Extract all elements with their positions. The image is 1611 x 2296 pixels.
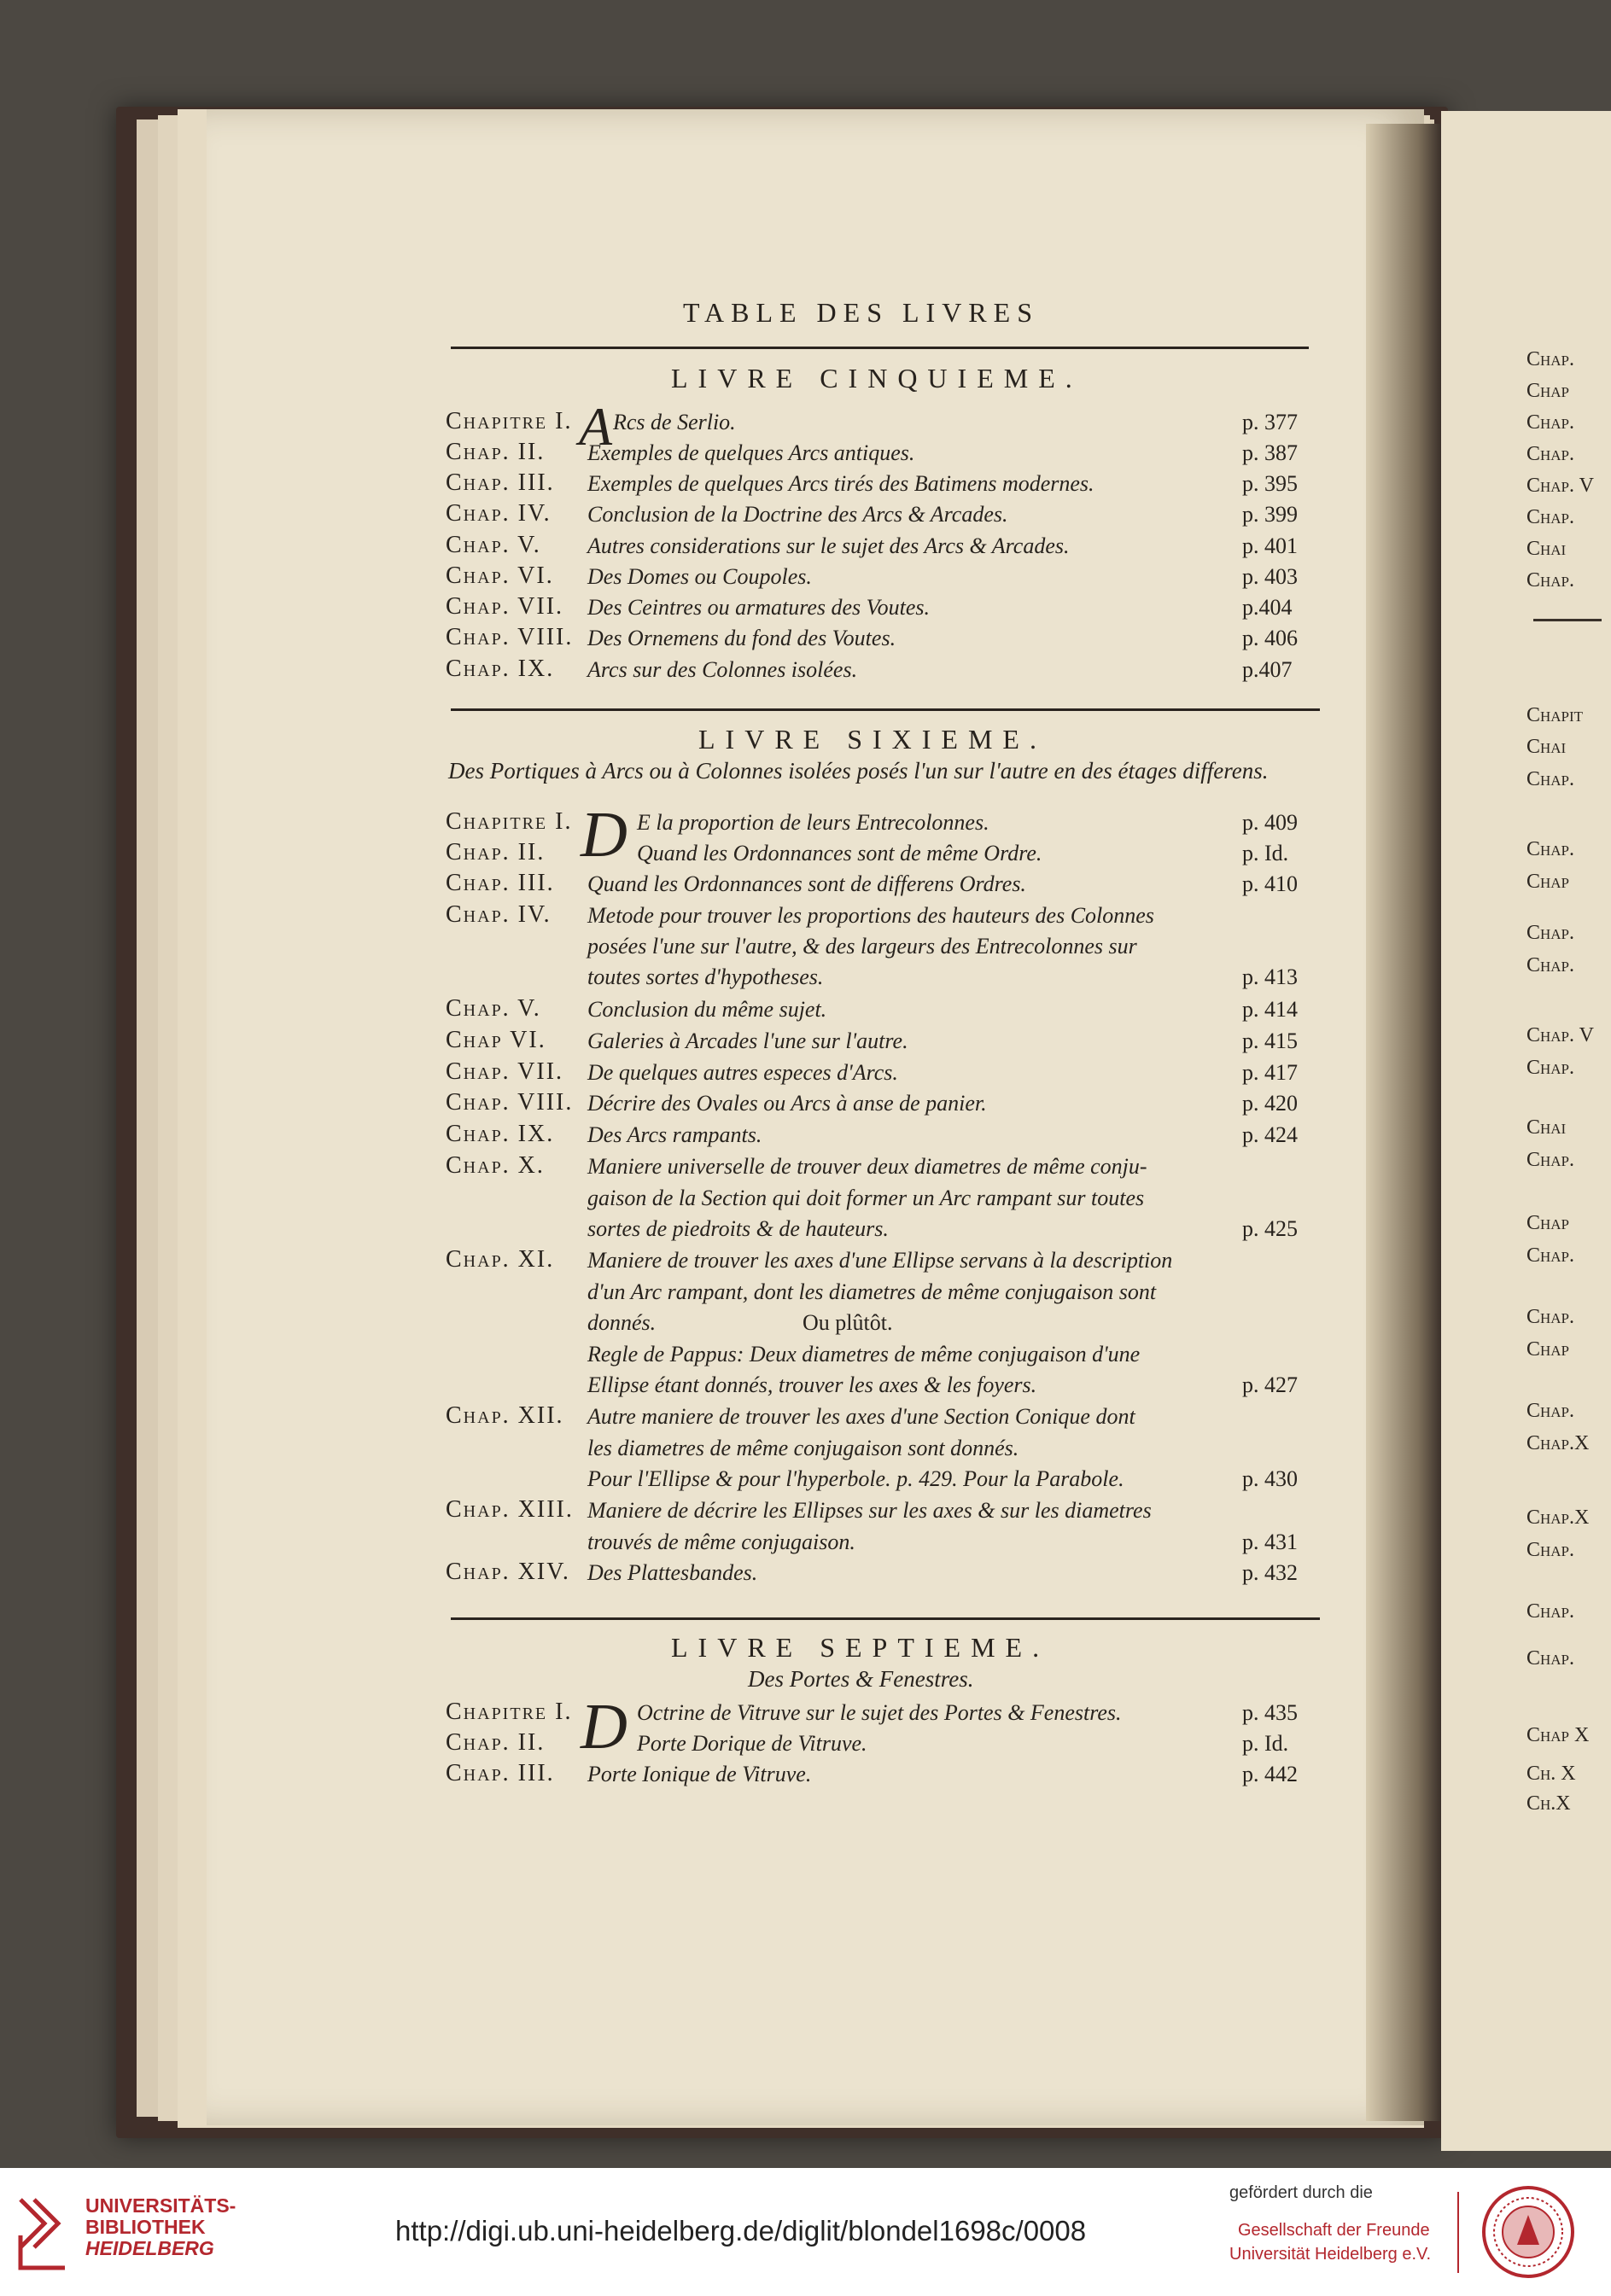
page-number: p. 424	[1242, 1122, 1298, 1147]
facing-page-label: Chap.	[1526, 1400, 1575, 1422]
facing-page-label: Ch.X	[1526, 1792, 1571, 1815]
chapter-title: donnés.	[587, 1310, 657, 1335]
facing-page-label: Ch. X	[1526, 1763, 1576, 1785]
section-rule	[451, 708, 1320, 711]
chapter-title: toutes sortes d'hypotheses.	[587, 964, 824, 989]
facing-page-label: Chap.X	[1526, 1506, 1590, 1529]
permalink-url[interactable]: http://digi.ub.uni-heidelberg.de/diglit/blondel1698c/0008	[395, 2215, 1087, 2246]
chapter-title: Conclusion du même sujet.	[587, 997, 827, 1022]
title-rule	[451, 347, 1309, 349]
facing-page-label: Chap X	[1526, 1724, 1590, 1746]
chapter-title: Pour l'Ellipse & pour l'hyperbole. p. 429. Pour la Parabole.	[587, 1466, 1124, 1491]
book6-heading: LIVRE SIXIEME.	[698, 724, 1047, 755]
library-name-line1: UNIVERSITÄTS-	[85, 2194, 236, 2217]
chapter-title: Des Plattesbandes.	[587, 1560, 758, 1585]
chapter-title: Metode pour trouver les proportions des hauteurs des Colonnes	[587, 903, 1154, 928]
facing-page-label: Chap.	[1526, 838, 1575, 860]
chapter-title: Quand les Ordonnances sont de même Ordre.	[637, 841, 1042, 865]
chapter-title: Arcs sur des Colonnes isolées.	[587, 657, 858, 682]
chapter-title: Des Arcs rampants.	[587, 1122, 762, 1147]
chapter-title: d'un Arc rampant, dont les diametres de même conjugaison sont	[587, 1279, 1157, 1304]
facing-page-label: Chapit	[1526, 704, 1584, 726]
page-number: p. 425	[1242, 1216, 1298, 1241]
chapter-title: Ellipse étant donnés, trouver les axes & les foyers.	[587, 1372, 1037, 1397]
section-rule	[451, 1617, 1320, 1620]
chapter-title: Maniere universelle de trouver deux diametres de même conju-	[587, 1154, 1147, 1179]
page-number: p. 401	[1242, 533, 1298, 558]
sponsor-name-line1: Gesellschaft der Freunde	[1238, 2221, 1430, 2240]
page-number: p. 395	[1242, 471, 1298, 496]
facing-page-label: Chap	[1526, 380, 1570, 402]
page-number: p. 387	[1242, 440, 1298, 465]
facing-page-label: Chai	[1526, 1116, 1567, 1139]
facing-page-label: Chap.X	[1526, 1432, 1590, 1454]
chapter-title: Rcs de Serlio.	[613, 410, 736, 434]
page-number: p. 430	[1242, 1466, 1298, 1491]
page-number: p. 431	[1242, 1530, 1298, 1554]
chapter-label: Chap. XII.	[446, 1402, 564, 1429]
page-number: p. 413	[1242, 964, 1298, 989]
chapter-label: Chap. XIV.	[446, 1559, 570, 1585]
page-number: p. 399	[1242, 502, 1298, 527]
chapter-label: Chap. II.	[446, 439, 546, 465]
sponsor-name-line2: Universität Heidelberg e.V.	[1229, 2245, 1432, 2264]
page-number: p. 417	[1242, 1060, 1298, 1085]
facing-page-label: Chap	[1526, 871, 1570, 893]
chapter-title: E la proportion de leurs Entrecolonnes.	[637, 810, 989, 835]
facing-page-label: Chap.	[1526, 1057, 1575, 1079]
facing-page-label: Chap.	[1526, 922, 1575, 944]
chapter-label: Chap. XIII.	[446, 1496, 574, 1523]
drop-capital: A	[579, 396, 613, 457]
page-number: p. 420	[1242, 1091, 1298, 1116]
footer-bar	[0, 2168, 1611, 2296]
chapter-label: Chap. II.	[446, 1729, 546, 1756]
facing-page-label: Chap.	[1526, 411, 1575, 434]
chapter-label: Chap. V.	[446, 995, 541, 1022]
page-number: p. 435	[1242, 1700, 1298, 1725]
chapter-title: Porte Ionique de Vitruve.	[587, 1762, 812, 1786]
drop-capital: D	[581, 799, 627, 871]
library-name-line2: BIBLIOTHEK	[85, 2216, 206, 2238]
chapter-title: Des Domes ou Coupoles.	[587, 564, 812, 589]
chapter-title: Quand les Ordonnances sont de differens Ordres.	[587, 871, 1026, 896]
chapter-title: Regle de Pappus: Deux diametres de même conjugaison d'une	[587, 1342, 1141, 1367]
page-number: p. 403	[1242, 564, 1298, 589]
chapter-label: Chap VI.	[446, 1027, 546, 1053]
chapter-title: Exemples de quelques Arcs antiques.	[587, 440, 915, 465]
page-number: p.407	[1242, 657, 1293, 682]
chapter-label: Chap. V.	[446, 532, 541, 558]
page-number: p. 409	[1242, 810, 1298, 835]
facing-page-label: Chap.	[1526, 1244, 1575, 1267]
chapter-label: Chap. III.	[446, 1760, 555, 1786]
page-title: TABLE DES LIVRES	[683, 297, 1039, 328]
chapter-label: Chap. VI.	[446, 562, 554, 589]
page-number: p. 427	[1242, 1372, 1298, 1397]
facing-page-label: Chai	[1526, 736, 1567, 758]
facing-page-label: Chap	[1526, 1338, 1570, 1361]
chapter-label: Chap. VII.	[446, 593, 564, 620]
chapter-label: Chap. VIII.	[446, 624, 574, 650]
sponsor-label: gefördert durch die	[1229, 2183, 1373, 2202]
chapter-title: Décrire des Ovales ou Arcs à anse de panier.	[587, 1091, 987, 1116]
chapter-label: Chap. IX.	[446, 1121, 555, 1147]
chapter-title: De quelques autres especes d'Arcs.	[587, 1060, 898, 1085]
chapter-title: trouvés de même conjugaison.	[587, 1530, 855, 1554]
facing-page-label: Chap. V	[1526, 1024, 1594, 1046]
chapter-title: Des Ceintres ou armatures des Voutes.	[587, 595, 931, 620]
chapter-label: Chap. VIII.	[446, 1089, 574, 1116]
chapter-label: Chapitre I.	[446, 1699, 573, 1725]
chapter-title: Octrine de Vitruve sur le sujet des Portes & Fenestres.	[637, 1700, 1122, 1725]
facing-page-label: Chap.	[1526, 506, 1575, 528]
page-number: p. 415	[1242, 1029, 1298, 1053]
chapter-title: les diametres de même conjugaison sont donnés.	[587, 1436, 1019, 1460]
library-name-line3: HEIDELBERG	[85, 2237, 214, 2259]
chapter-label: Chap. II.	[446, 839, 546, 865]
chapter-label: Chap. XI.	[446, 1246, 555, 1273]
chapter-title: Maniere de trouver les axes d'une Ellipse servans à la description	[587, 1248, 1173, 1273]
book5-heading: LIVRE CINQUIEME.	[671, 363, 1083, 393]
footer-divider	[1457, 2192, 1459, 2273]
book7-heading: LIVRE SEPTIEME.	[671, 1632, 1050, 1663]
facing-page-label: Chap. V	[1526, 475, 1594, 497]
chapter-label: Chapitre I.	[446, 408, 573, 434]
page-number: p.404	[1242, 595, 1293, 620]
chapter-label: Chapitre I.	[446, 808, 573, 835]
page-number: p. 406	[1242, 626, 1298, 650]
university-library-logo-icon	[15, 2191, 70, 2273]
facing-page-label: Chap.	[1526, 1306, 1575, 1328]
chapter-label: Chap. X.	[446, 1152, 545, 1179]
facing-page-label: Chap.	[1526, 569, 1575, 591]
chapter-label: Chap. III.	[446, 870, 555, 896]
chapter-title: Galeries à Arcades l'une sur l'autre.	[587, 1029, 908, 1053]
chapter-label: Chap. VII.	[446, 1058, 564, 1085]
chapter-title: Des Ornemens du fond des Voutes.	[587, 626, 896, 650]
alternate-note: Ou plûtôt.	[803, 1310, 893, 1335]
chapter-title: Maniere de décrire les Ellipses sur les axes & sur les diametres	[587, 1498, 1152, 1523]
facing-page-label: Chap.	[1526, 954, 1575, 976]
facing-page-label: Chap	[1526, 1212, 1570, 1234]
chapter-title: Porte Dorique de Vitruve.	[637, 1731, 867, 1756]
page-number: p. 442	[1242, 1762, 1298, 1786]
drop-capital: D	[581, 1691, 627, 1763]
facing-page-label: Chai	[1526, 538, 1567, 560]
page-number: p. 410	[1242, 871, 1298, 896]
page-number: p. 432	[1242, 1560, 1298, 1585]
chapter-title: sortes de piedroits & de hauteurs.	[587, 1216, 889, 1241]
chapter-label: Chap. IV.	[446, 500, 552, 527]
facing-page-label: Chap.	[1526, 348, 1575, 370]
chapter-title: posées l'une sur l'autre, & des largeurs des Entrecolonnes sur	[587, 934, 1137, 959]
chapter-title: gaison de la Section qui doit former un Arc rampant sur toutes	[587, 1186, 1145, 1210]
page-number: p. 414	[1242, 997, 1298, 1022]
chapter-label: Chap. III.	[446, 469, 555, 496]
page-number: p. 377	[1242, 410, 1298, 434]
university-seal-icon	[1481, 2185, 1575, 2279]
facing-page-label: Chap.	[1526, 768, 1575, 790]
chapter-title: Conclusion de la Doctrine des Arcs & Arcades.	[587, 502, 1008, 527]
chapter-title: Exemples de quelques Arcs tirés des Batimens modernes.	[587, 471, 1094, 496]
chapter-title: Autres considerations sur le sujet des Arcs & Arcades.	[587, 533, 1070, 558]
page-number: p. Id.	[1242, 1731, 1289, 1756]
book7-subtitle: Des Portes & Fenestres.	[748, 1666, 974, 1692]
facing-page-label: Chap.	[1526, 443, 1575, 465]
chapter-label: Chap. IX.	[446, 656, 555, 682]
chapter-label: Chap. IV.	[446, 901, 552, 928]
chapter-title: Autre maniere de trouver les axes d'une Section Conique dont	[587, 1404, 1135, 1429]
facing-page-label: Chap.	[1526, 1647, 1575, 1670]
facing-page-label: Chap.	[1526, 1539, 1575, 1561]
page-number: p. Id.	[1242, 841, 1289, 865]
facing-page-label: Chap.	[1526, 1600, 1575, 1623]
book6-subtitle: Des Portiques à Arcs ou à Colonnes isolées posés l'un sur l'autre en des étages differens.	[448, 758, 1269, 784]
facing-page-label: Chap.	[1526, 1149, 1575, 1171]
